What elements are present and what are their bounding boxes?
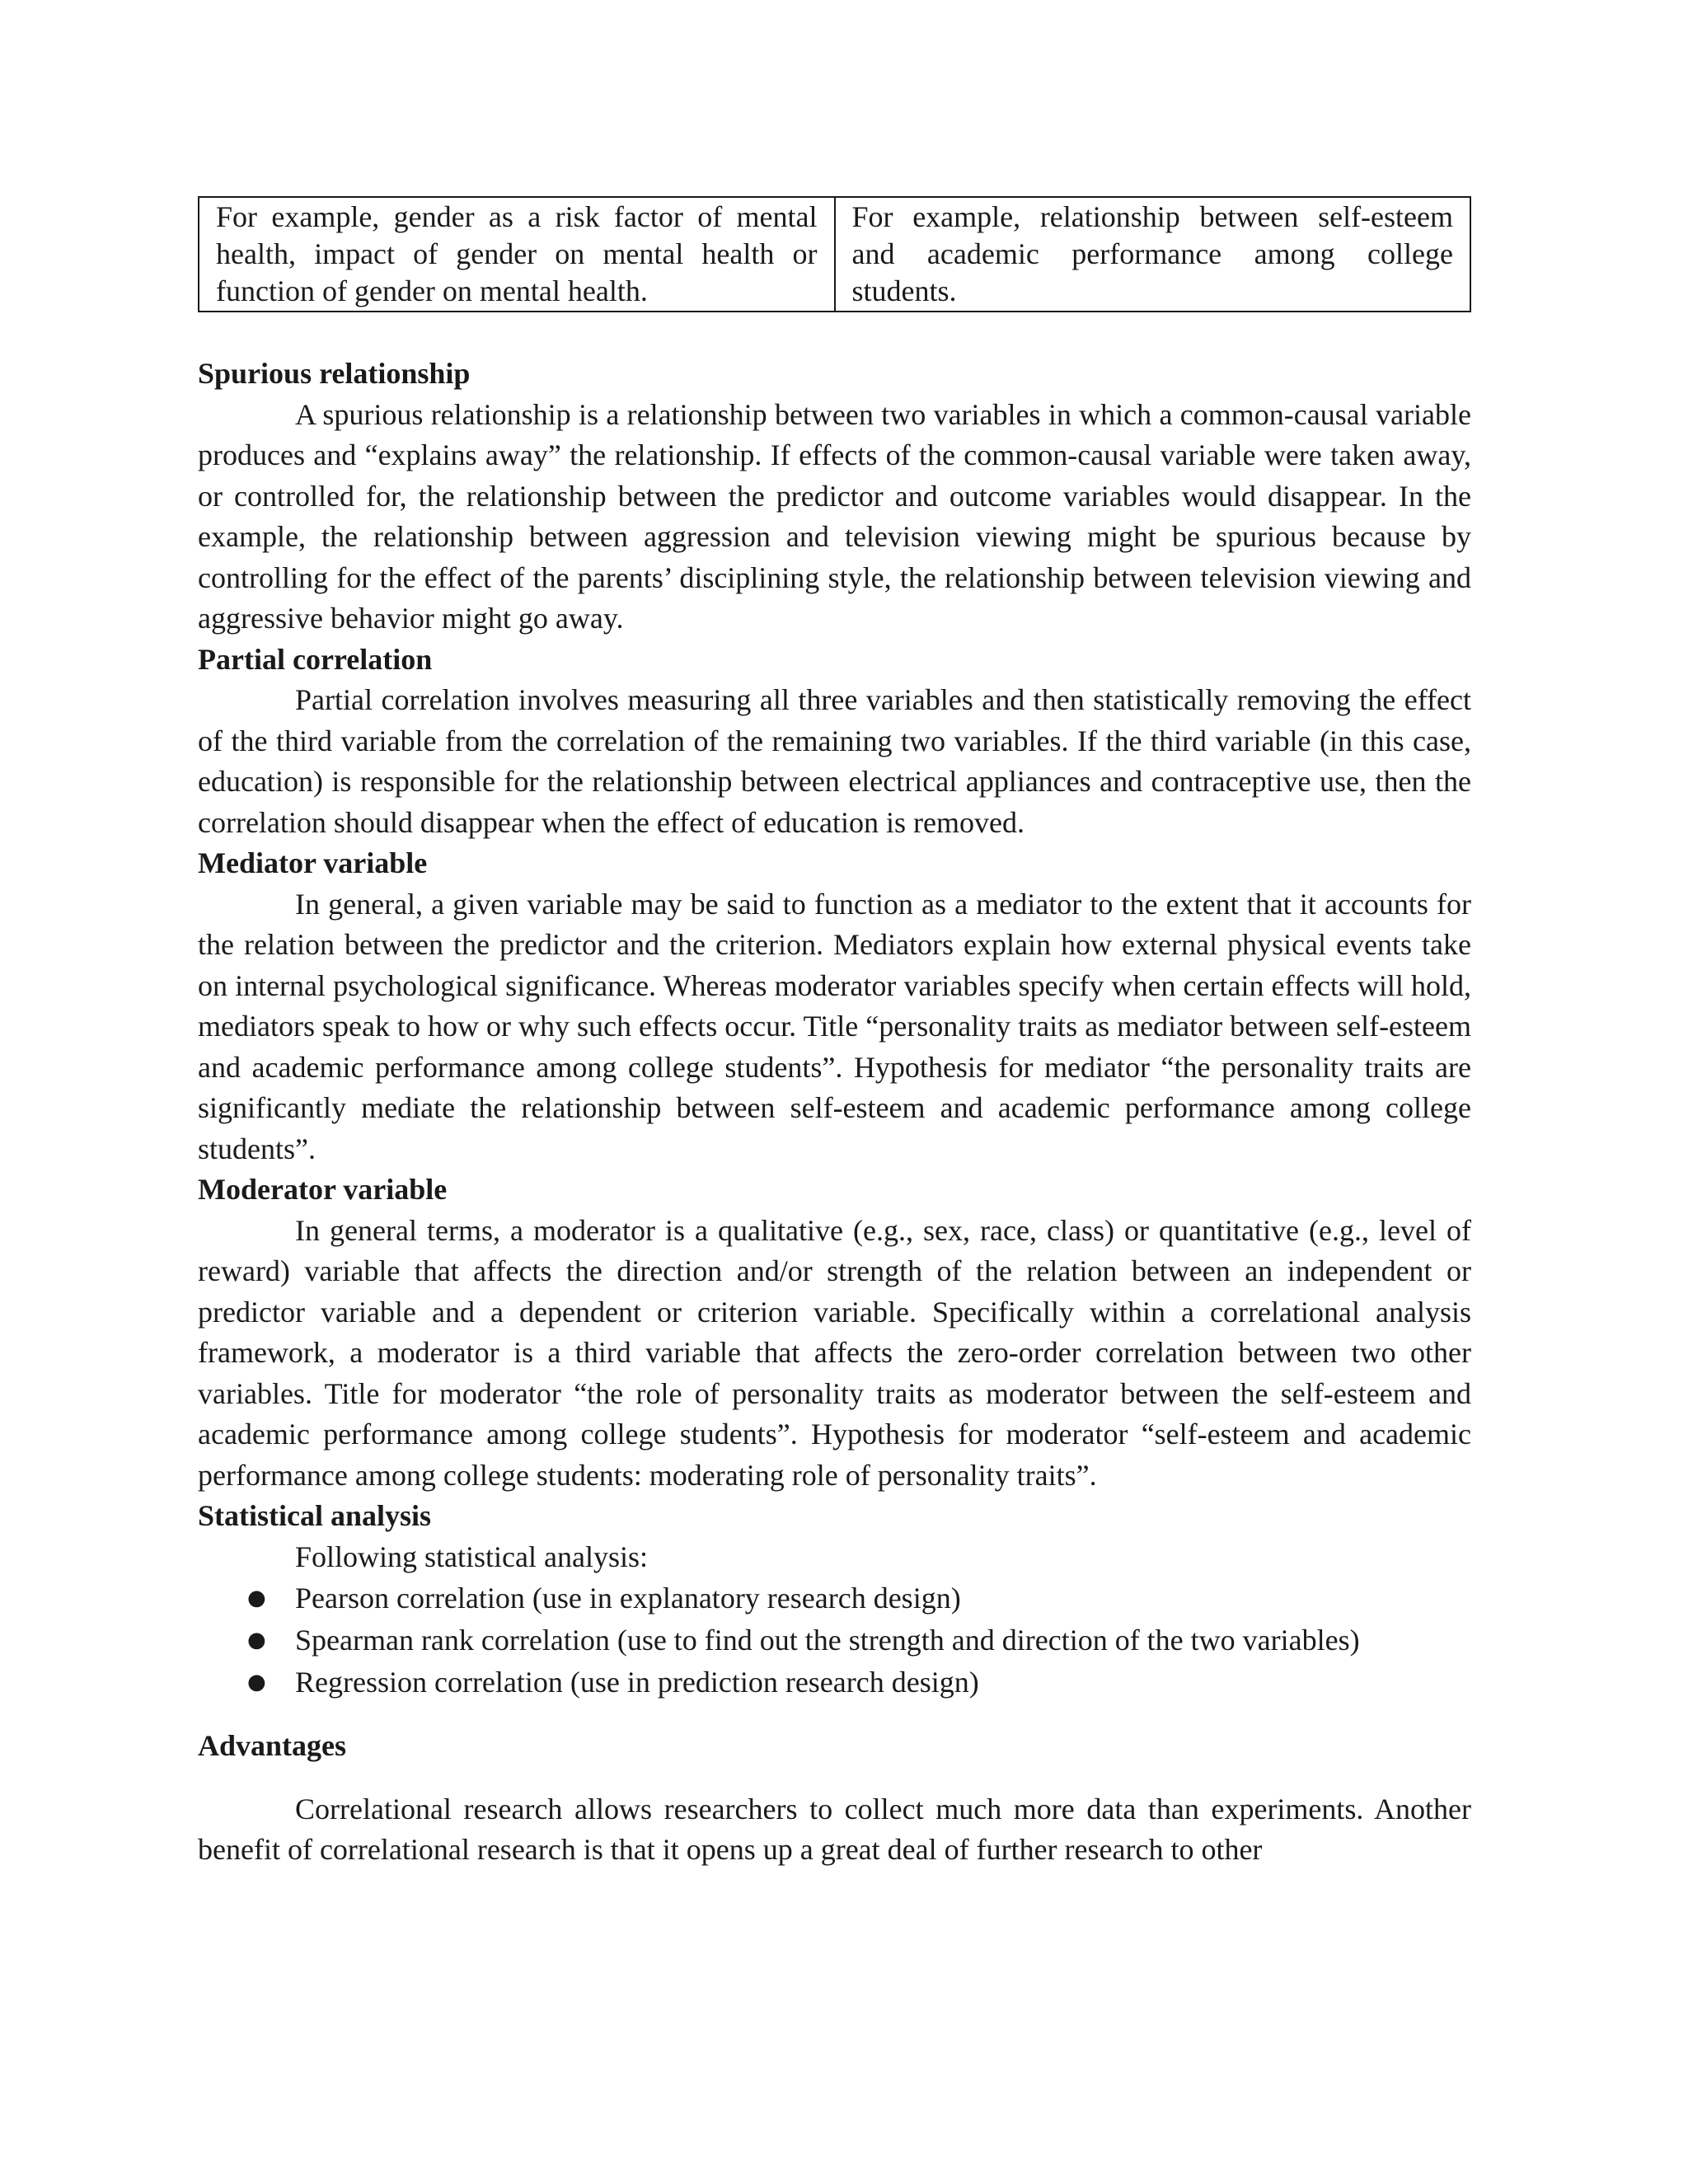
section-spurious-relationship <box>198 354 1471 640</box>
paragraph-partial-correlation: Partial correlation involves measuring all three variables and then statistically removing the effect of the third variable from the correlation of the remaining two variables. If the third variable (in this case, education) is responsible for the relationship between electrical appliances and contraceptive use, then the correlation should disappear when the effect of education is removed. <box>198 683 1471 839</box>
comparison-table <box>198 196 1471 312</box>
bullet-icon: ● <box>247 1628 266 1652</box>
paragraph-moderator-variable: In general terms, a moderator is a qualitative (e.g., sex, race, class) or quantitative (e.g., level of reward) variable that affects the direction and/or strength of the relation between an independent or predictor variable and a dependent or criterion variable. Specifically within a correlational analysis framework, a moderator is a third variable that affects the zero-order correlation between two other variables. Title for moderator “the role of personality traits as moderator between the self-esteem and academic performance among college students”. Hypothesis for moderator “self-esteem and academic performance among college students: moderating role of personality traits”. <box>198 1213 1471 1492</box>
list-item-text: Regression correlation (use in prediction research design) <box>295 1666 979 1699</box>
list-item-text: Pearson correlation (use in explanatory research design) <box>295 1582 961 1615</box>
heading-moderator-variable: Moderator variable <box>198 1173 448 1206</box>
table-row <box>199 197 1470 312</box>
section-mediator-variable <box>198 843 1471 1169</box>
list-item <box>198 1619 1471 1661</box>
heading-advantages: Advantages <box>198 1729 347 1762</box>
heading-statistical-analysis: Statistical analysis <box>198 1499 432 1532</box>
bullet-icon: ● <box>247 1586 266 1610</box>
document-page <box>198 196 1471 1871</box>
list-item <box>198 1661 1471 1704</box>
statistical-analysis-list <box>198 1577 1471 1704</box>
table-cell-right: For example, relationship between self-esteem and academic performance among college students. <box>835 197 1471 312</box>
section-statistical-analysis <box>198 1496 1471 1704</box>
section-advantages <box>198 1726 1471 1871</box>
bullet-icon: ● <box>247 1670 266 1694</box>
paragraph-spurious-relationship: A spurious relationship is a relationship between two variables in which a common-causal variable produces and “explains away” the relationship. If effects of the common-causal variable were taken away, or controlled for, the relationship between the predictor and outcome variables would disappear. In the example, the relationship between aggression and television viewing might be spurious because by controlling for the effect of the parents’ disciplining style, the relationship between television viewing and aggressive behavior might go away. <box>198 397 1471 635</box>
list-item-text: Spearman rank correlation (use to find out the strength and direction of the two variables) <box>295 1624 1360 1657</box>
section-moderator-variable <box>198 1169 1471 1496</box>
paragraph-statistical-intro: Following statistical analysis: <box>295 1540 648 1573</box>
paragraph-advantages: Correlational research allows researchers to collect much more data than experiments. Another benefit of correlational research is that it opens up a great deal of further research to other <box>198 1792 1471 1866</box>
heading-mediator-variable: Mediator variable <box>198 846 428 879</box>
paragraph-mediator-variable: In general, a given variable may be said to function as a mediator to the extent that it accounts for the relation between the predictor and the criterion. Mediators explain how external physical events take on internal psychological significance. Whereas moderator variables specify when certain effects will hold, mediators speak to how or why such effects occur. Title “personality traits as mediator between self-esteem and academic performance among college students”. Hypothesis for mediator “the personality traits are significantly mediate the relationship between self-esteem and academic performance among college students”. <box>198 887 1471 1165</box>
heading-partial-correlation: Partial correlation <box>198 642 433 676</box>
section-partial-correlation <box>198 640 1471 844</box>
heading-spurious-relationship: Spurious relationship <box>198 357 471 390</box>
table-cell-left: For example, gender as a risk factor of mental health, impact of gender on mental health or function of gender on mental health. <box>199 197 835 312</box>
list-item <box>198 1577 1471 1619</box>
